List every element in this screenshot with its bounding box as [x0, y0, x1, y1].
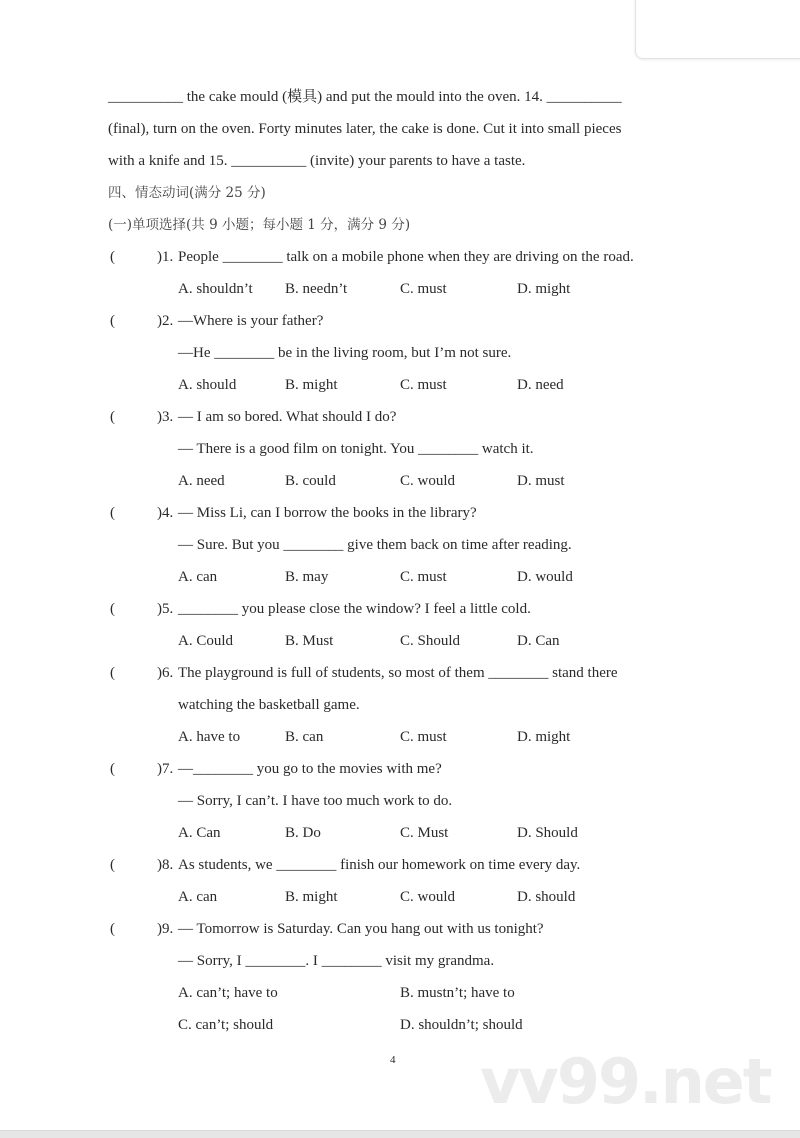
- question-text: — Miss Li, can I borrow the books in the library?: [178, 505, 477, 521]
- question-text: — Sorry, I can’t. I have too much work to do.: [178, 793, 453, 809]
- question-number: )3.: [157, 409, 174, 425]
- answer-paren: (: [110, 409, 115, 425]
- question-text: ________ you please close the window? I feel a little cold.: [178, 601, 531, 617]
- option: B. might: [285, 889, 338, 905]
- option: A. shouldn’t: [178, 281, 253, 297]
- top-right-card: [635, 0, 800, 59]
- option: A. can: [178, 889, 218, 905]
- option: B. Must: [285, 633, 334, 649]
- option: A. have to: [178, 729, 241, 745]
- passage-line: with a knife and 15. __________ (invite) your parents to have a taste.: [108, 153, 526, 169]
- option: C. must: [400, 569, 447, 585]
- watermark: vv99.net: [480, 1045, 771, 1118]
- answer-paren: (: [110, 665, 115, 681]
- option: C. must: [400, 377, 447, 393]
- option: C. would: [400, 473, 456, 489]
- question-text: As students, we ________ finish our homework on time every day.: [178, 857, 581, 873]
- option: A. need: [178, 473, 225, 489]
- passage-line: __________ the cake mould (模具) and put the mould into the oven. 14. __________: [108, 89, 622, 105]
- answer-paren: (: [110, 921, 115, 937]
- option: C. Should: [400, 633, 461, 649]
- option: D. should: [517, 889, 576, 905]
- option: A. should: [178, 377, 237, 393]
- option: A. Could: [178, 633, 234, 649]
- question-text: — I am so bored. What should I do?: [178, 409, 397, 425]
- option: C. must: [400, 729, 447, 745]
- option: D. must: [517, 473, 565, 489]
- answer-paren: (: [110, 601, 115, 617]
- answer-paren: (: [110, 761, 115, 777]
- question-number: )5.: [157, 601, 174, 617]
- question-text: — There is a good film on tonight. You ________ watch it.: [178, 441, 534, 457]
- question-number: )2.: [157, 313, 174, 329]
- option: D. Should: [517, 825, 578, 841]
- page-number: 4: [390, 1054, 396, 1066]
- question-number: )6.: [157, 665, 174, 681]
- question-text: —He ________ be in the living room, but I’m not sure.: [178, 345, 512, 361]
- question-number: )9.: [157, 921, 174, 937]
- option: A. can’t; have to: [178, 985, 278, 1001]
- option: B. can: [285, 729, 324, 745]
- question-number: )4.: [157, 505, 174, 521]
- question-text: — Tomorrow is Saturday. Can you hang out with us tonight?: [178, 921, 544, 937]
- option: D. need: [517, 377, 564, 393]
- answer-paren: (: [110, 857, 115, 873]
- option: B. needn’t: [285, 281, 348, 297]
- option: B. might: [285, 377, 338, 393]
- option: B. could: [285, 473, 336, 489]
- option: C. can’t; should: [178, 1017, 274, 1033]
- question-text: People ________ talk on a mobile phone when they are driving on the road.: [178, 249, 634, 265]
- option: D. Can: [517, 633, 560, 649]
- option: C. would: [400, 889, 456, 905]
- option: C. Must: [400, 825, 449, 841]
- section-title: 四、情态动词(满分 25 分): [108, 185, 266, 201]
- answer-paren: (: [110, 249, 115, 265]
- question-number: )1.: [157, 249, 174, 265]
- question-number: )7.: [157, 761, 174, 777]
- option: D. would: [517, 569, 573, 585]
- option: B. may: [285, 569, 329, 585]
- option: A. Can: [178, 825, 221, 841]
- answer-paren: (: [110, 505, 115, 521]
- question-text: — Sorry, I ________. I ________ visit my grandma.: [178, 953, 495, 969]
- option: C. must: [400, 281, 447, 297]
- question-text: —________ you go to the movies with me?: [178, 761, 442, 777]
- question-text: — Sure. But you ________ give them back on time after reading.: [178, 537, 572, 553]
- option: B. mustn’t; have to: [400, 985, 515, 1001]
- answer-paren: (: [110, 313, 115, 329]
- option: B. Do: [285, 825, 321, 841]
- option: D. might: [517, 729, 571, 745]
- option: A. can: [178, 569, 218, 585]
- option: D. might: [517, 281, 571, 297]
- subsection-title: (一)单项选择(共 9 小题；每小题 1 分，满分 9 分): [108, 217, 411, 233]
- question-text: —Where is your father?: [178, 313, 324, 329]
- passage-line: (final), turn on the oven. Forty minutes later, the cake is done. Cut it into small pieces: [108, 121, 622, 137]
- question-text: The playground is full of students, so most of them ________ stand there: [178, 665, 618, 681]
- option: D. shouldn’t; should: [400, 1017, 523, 1033]
- question-text: watching the basketball game.: [178, 697, 360, 713]
- question-number: )8.: [157, 857, 174, 873]
